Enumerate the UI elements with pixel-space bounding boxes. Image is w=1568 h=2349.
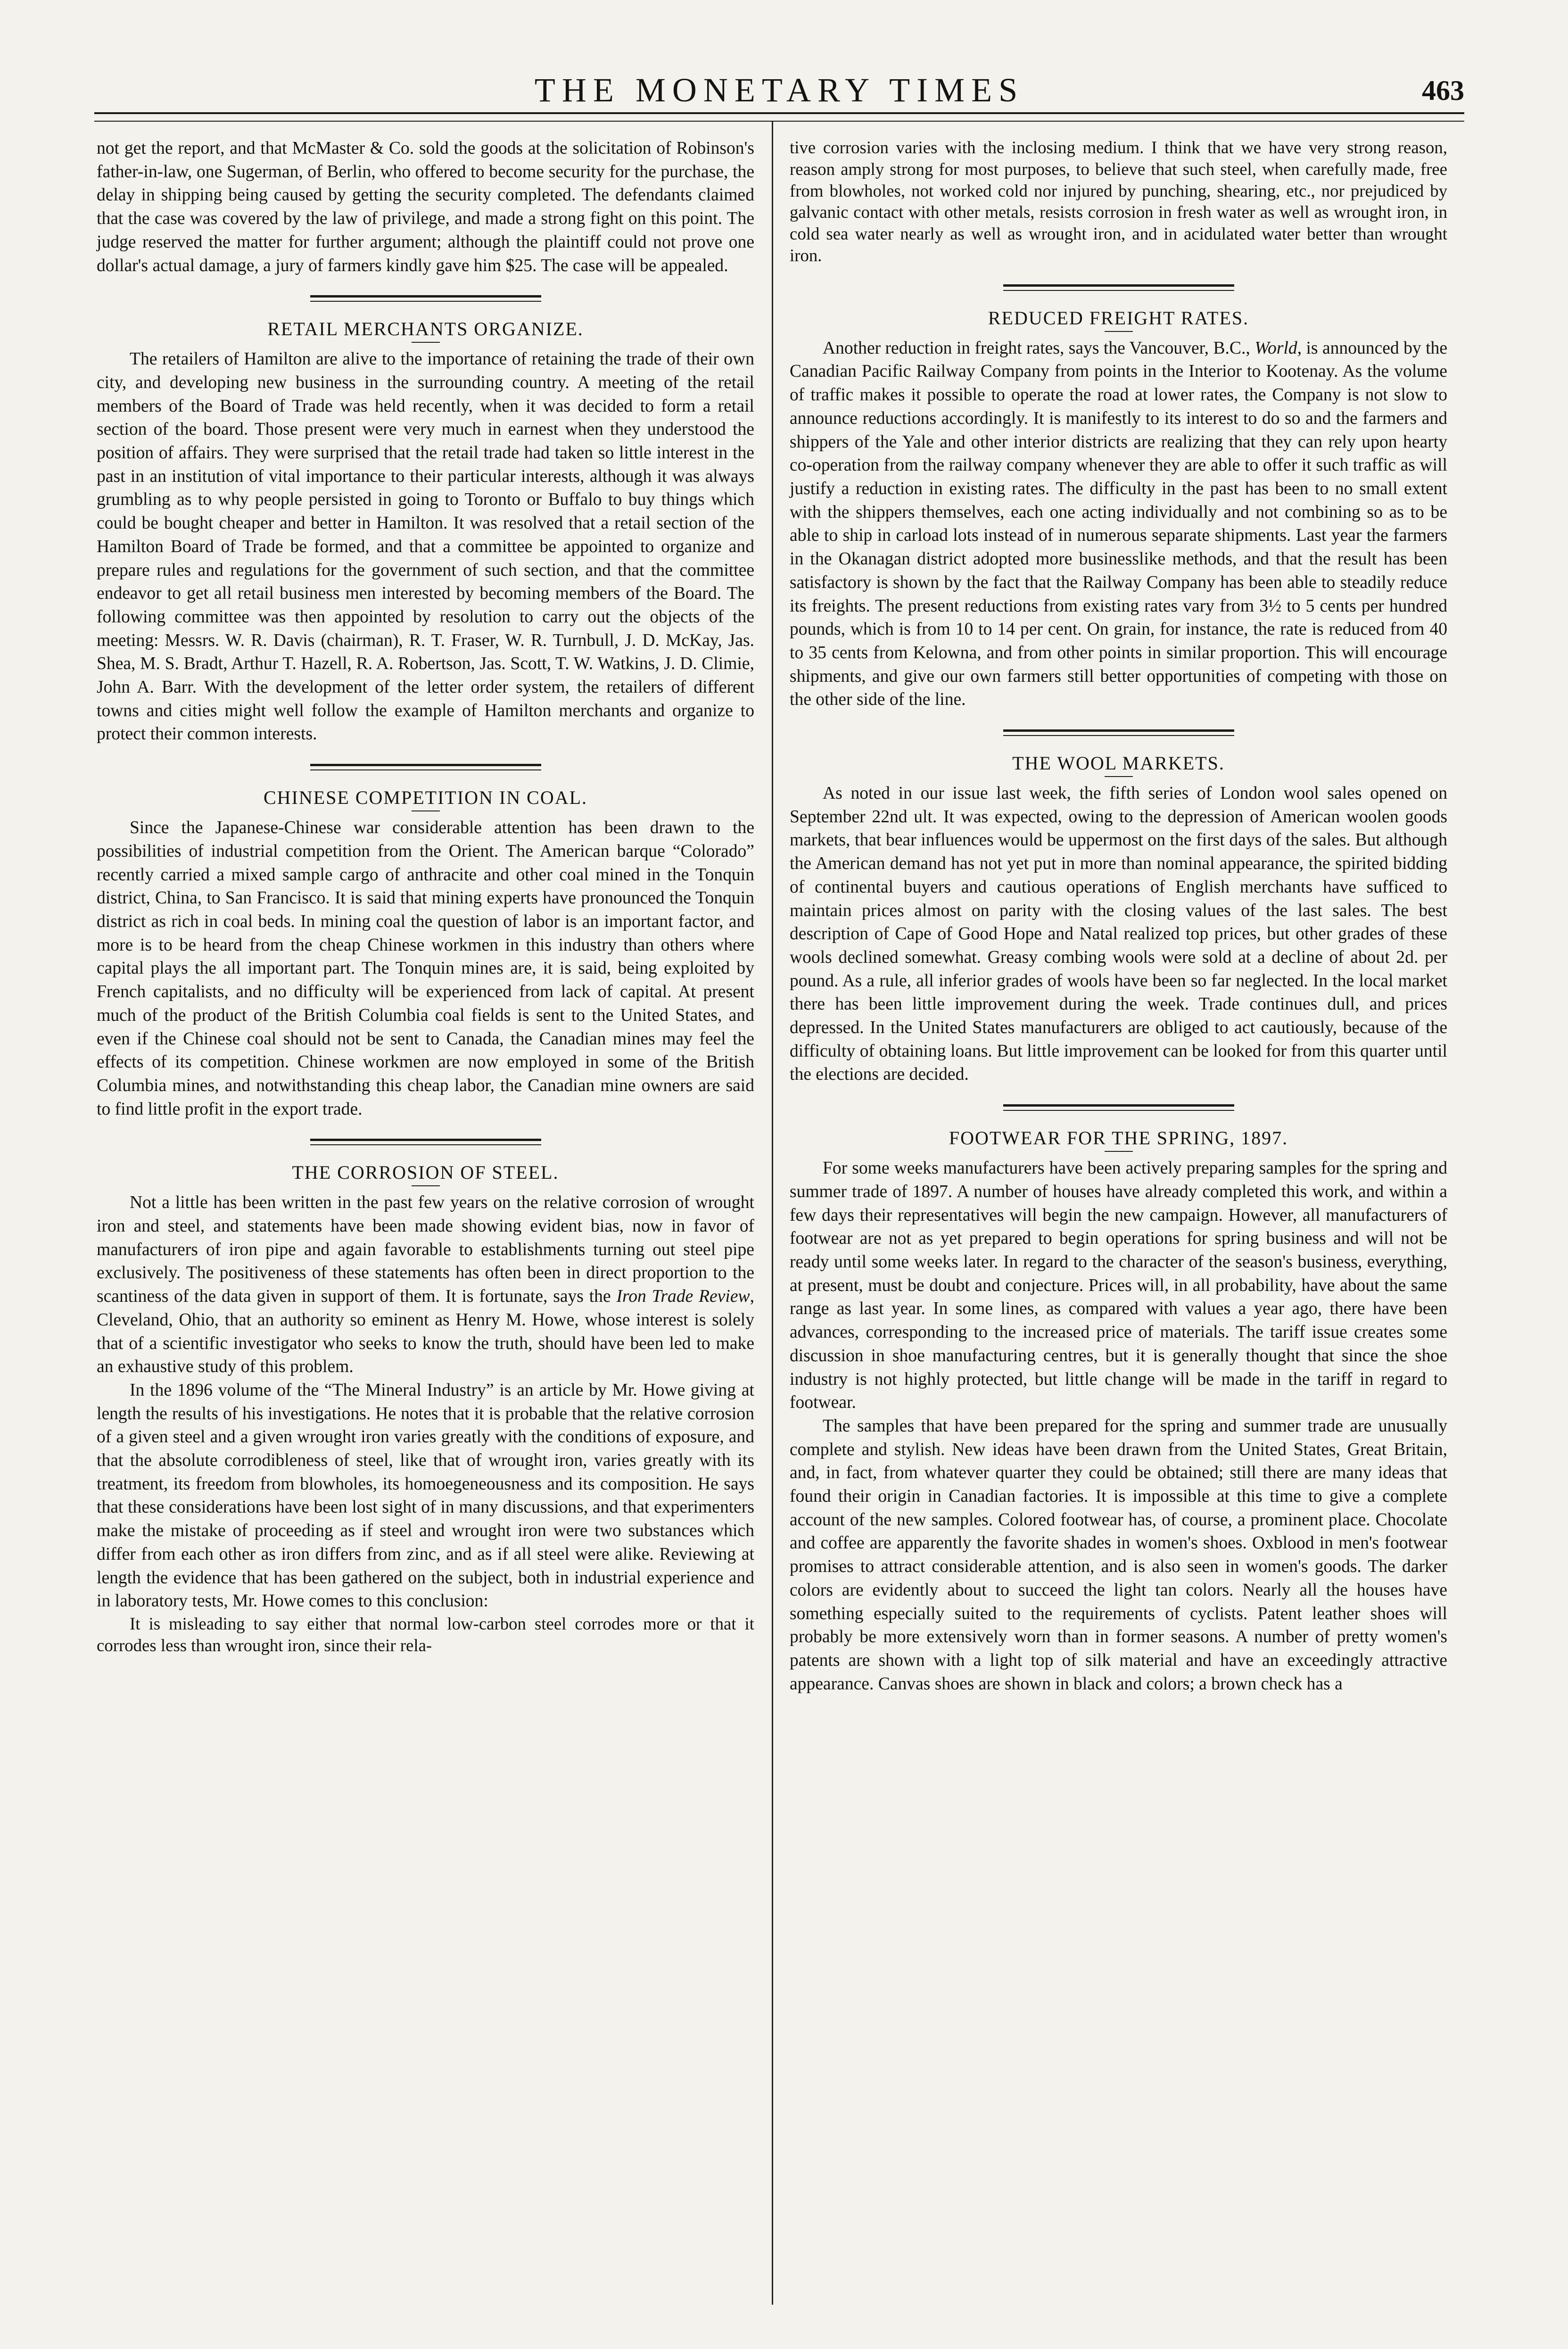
article-paragraph: For some weeks manufacturers have been actively preparing samples for the spring and summer trade of 1897. A number of houses have already completed this work, and within a few days their representatives will begin the new campaign. However, all manufacturers of footwear are not as yet prepared to begin operations for spring business and will not be ready until some weeks later. In regard to the character of the season's business, everything, at present, must be doubt and conjecture. Prices will, in all probability, have about the same range as last year. In some lines, as compared with values a year ago, there have been advances, corresponding to the increased price of materials. The tariff issue creates some discussion in shoe manufacturing centres, but it is generally thought that since the shoe industry is not highly protected, but little change will be made in the tariff in regard to footwear. — [790, 1158, 1447, 1413]
section-divider — [790, 725, 1447, 744]
article-heading: THE WOOL MARKETS. — [1012, 753, 1225, 774]
article-heading: RETAIL MERCHANTS ORGANIZE. — [267, 318, 584, 340]
paragraph-text: Not a little has been written in the past few years on the relative corrosion of wrought iron and steel, and statements have been made showing evident bias, now in favor of manufacturers of iron pipe and again favorable to establishments turning out steel pipe exclusively. The positiveness of these statements has often been in direct proportion to the scantiness of the data given in support of them. It is fortunate, says the — [97, 1193, 754, 1307]
quotation-paragraph: It is misleading to say either that normal low-carbon steel corrodes more or that it corrodes less than wrought iron, since their rela- — [97, 1613, 754, 1655]
heading-dash — [1105, 1151, 1133, 1152]
article-paragraph — [790, 337, 1447, 711]
heading-dash — [412, 1185, 440, 1186]
article-heading: CHINESE COMPETITION IN COAL. — [263, 787, 588, 809]
section-divider — [97, 290, 754, 309]
article-heading: THE CORROSION OF STEEL. — [292, 1162, 559, 1183]
source-title: World — [1254, 338, 1297, 358]
article-paragraph: The samples that have been prepared for the spring and summer trade are unusually complete and stylish. New ideas have been drawn from the United States, Great Britain, and, in fact, from whatever quarter they could be obtained; still there are many ideas that found their origin in Canadian factories. It is impossible at this time to give a complete account of the new samples. Colored footwear has, of course, a prominent place. Chocolate and coffee are apparently the favorite shades in women's shoes. Oxblood in men's footwear promises to attract considerable attention, and is also seen in women's goods. The darker colors are evidently about to succeed the light tan colors. Nearly all the houses have something especially suited to the requirements of cyclists. Patent leather shoes will probably be more extensively worn than in former seasons. A number of pretty women's patents are shown with a light top of silk material and have an exceedingly attractive appearance. Canvas shoes are shown in black and colors; a brown check has a — [790, 1416, 1447, 1694]
article-paragraph: The retailers of Hamilton are alive to the importance of retaining the trade of their own city, and developing new business in the surrounding country. A meeting of the retail members of the Board of Trade was held recently, when it was decided to form a retail section of the board. Those present were very much in earnest when they understood the position of affairs. They were surprised that the retail trade had taken so little interest in the past in an institution of vital importance to their particular interests, although it was always grumbling as to why people persisted in going to Toronto or Buffalo to buy things which could be bought cheaper and better in Hamilton. It was resolved that a retail section of the Hamilton Board of Trade be formed, and that a committee be appointed to organize and prepare rules and regulations for the government of such section, and that the committee endeavor to get all retail business men interested by becoming members of the Board. The following committee was then appointed by resolution to carry out the objects of the meeting: Messrs. W. R. Davis (chairman), R. T. Fraser, W. R. Turnbull, J. D. McKay, Jas. Shea, M. S. Bradt, Arthur T. Hazell, R. A. Robertson, Jas. Scott, T. W. Watkins, J. D. Climie, John A. Barr. With the development of the letter order system, the retailers of different towns and cities might well follow the example of Hamilton merchants and organize to protect their common interests. — [97, 349, 754, 744]
paragraph-text: , is announced by the Canadian Pacific Railway Company from points in the Interior to Kootenay. As the volume of traffic makes it possible to operate the road at lower rates, the Company is not slow to announce reductions accordingly. It is manifestly to its interest to do so and the farmers and shippers of the Yale and other interior districts are realizing that they can rely upon hearty co-operation from the railway company whenever they are able to offer it such traffic as will justify a reduction in existing rates. The difficulty in the past has been to no small extent with the shippers themselves, each one acting individually and not combining so as to be able to ship in carload lots instead of in numerous separate shipments. Last year the farmers in the Okanagan district adopted more businesslike methods, and that the result has been satisfactory is shown by the fact that the Railway Company has been able to steadily reduce its freights. The present reductions from existing rates vary from 3½ to 5 cents per hundred pounds, which is from 10 to 14 per cent. On grain, for instance, the rate is reduced from 40 to 35 cents from Kelowna, and from other points in similar proportion. This will encourage shipments, and give our own farmers still better opportunities of competing with those on the other side of the line. — [790, 338, 1447, 710]
article-heading: FOOTWEAR FOR THE SPRING, 1897. — [949, 1127, 1288, 1149]
page-number: 463 — [1422, 75, 1464, 106]
article-paragraph: In the 1896 volume of the “The Mineral Industry” is an article by Mr. Howe giving at length the results of his investigations. He notes that it is probable that the relative corrosion of a given steel and a given wrought iron varies greatly with the conditions of exposure, and that the absolute corrodibleness of steel, like that of wrought iron, varies greatly with its treatment, its freedom from blowholes, its homoegeneousness and its composition. He says that these considerations have been lost sight of in many discussions, and that experimenters make the mistake of proceeding as if steel and wrought iron were two substances which differ from each other as iron differs from zinc, and as if all steel were alike. Reviewing at length the evidence that has been gathered on the subject, both in industrial experience and in laboratory tests, Mr. Howe comes to this conclusion: — [97, 1380, 754, 1611]
heading-dash — [1105, 776, 1133, 777]
section-divider — [790, 1100, 1447, 1118]
article-paragraph — [97, 1191, 754, 1379]
heading-dash — [412, 342, 440, 343]
masthead-rule — [94, 112, 1464, 122]
paragraph-text: Another reduction in freight rates, says the Vancouver, B.C., — [823, 338, 1255, 358]
publication-title: THE MONETARY TIMES — [534, 71, 1024, 109]
article-heading: REDUCED FREIGHT RATES. — [988, 307, 1249, 329]
source-title: Iron Trade Review — [616, 1287, 750, 1307]
article-paragraph: not get the report, and that McMaster & Co. sold the goods at the solicitation of Robinson's father-in-law, one Sugerman, of Berlin, who offered to become security for the purchase, the delay in shipping being caused by getting the security completed. The defendants claimed that the case was covered by the law of privilege, and made a strong fight on this point. The judge reserved the matter for further argument; although the plaintiff could not prove one dollar's actual damage, a jury of farmers kindly gave him $25. The case will be appealed. — [97, 139, 754, 275]
section-divider — [790, 280, 1447, 298]
paragraph-text: , Cleveland, Ohio, that an authority so eminent as Henry M. Howe, whose interest is solely that of a scientific investigator who seeks to know the truth, should have been led to make an exhaustive study of this problem. — [97, 1287, 754, 1377]
heading-dash — [1105, 331, 1133, 332]
quotation-paragraph: tive corrosion varies with the inclosing medium. I think that we have very strong reason, reason amply strong for most purposes, to believe that such steel, when carefully made, free from blowholes, not worked cold nor injured by punching, shearing, etc., nor prejudiced by galvanic contact with other metals, resists corrosion in fresh water as well as wrought iron, in cold sea water nearly as well as wrought iron, and in acidulated water better than wrought iron. — [790, 138, 1447, 265]
article-paragraph: As noted in our issue last week, the fifth series of London wool sales opened on September 22nd ult. It was expected, owing to the depression of American woolen goods markets, that bear influences would be uppermost on the first days of the sales. But although the American demand has not yet put in more than nominal appearance, the spirited bidding of continental buyers and cautious operations of English merchants have sufficed to maintain prices almost on parity with the closing values of the last sales. The best description of Cape of Good Hope and Natal realized top prices, but other grades of these wools declined somewhat. Greasy combing wools were sold at a decline of about 2d. per pound. As a rule, all inferior grades of wools have been so far neglected. In the local market there has been little improvement during the week. Trade continues dull, and prices depressed. In the United States manufacturers are obliged to act cautiously, because of the difficulty of obtaining loans. But little improvement can be looked for from this quarter until the elections are decided. — [790, 784, 1447, 1084]
section-divider — [97, 759, 754, 778]
column-rule — [772, 122, 773, 2305]
article-paragraph: Since the Japanese-Chinese war considerable attention has been drawn to the possibilities of industrial competition from the Orient. The American barque “Colorado” recently carried a mixed sample cargo of anthracite and other coal mined in the Tonquin district, China, to San Francisco. It is said that mining experts have pronounced the Tonquin district as rich in coal beds. In mining coal the question of labor is an important factor, and more is to be heard from the cheap Chinese workmen in this industry than others where capital plays the all important part. The Tonquin mines are, it is said, being exploited by French capitalists, and no difficulty will be experienced from lack of capital. At present much of the product of the British Columbia coal fields is sent to the United States, and even if the Chinese coal should not be sent to Canada, the Canadian mines may feel the effects of its competition. Chinese workmen are now employed in some of the British Columbia mines, and notwithstanding this cheap labor, the Canadian mine owners are said to find little profit in the export trade. — [97, 818, 754, 1119]
left-column — [97, 137, 754, 1656]
section-divider — [97, 1134, 754, 1153]
right-column — [790, 137, 1447, 1696]
